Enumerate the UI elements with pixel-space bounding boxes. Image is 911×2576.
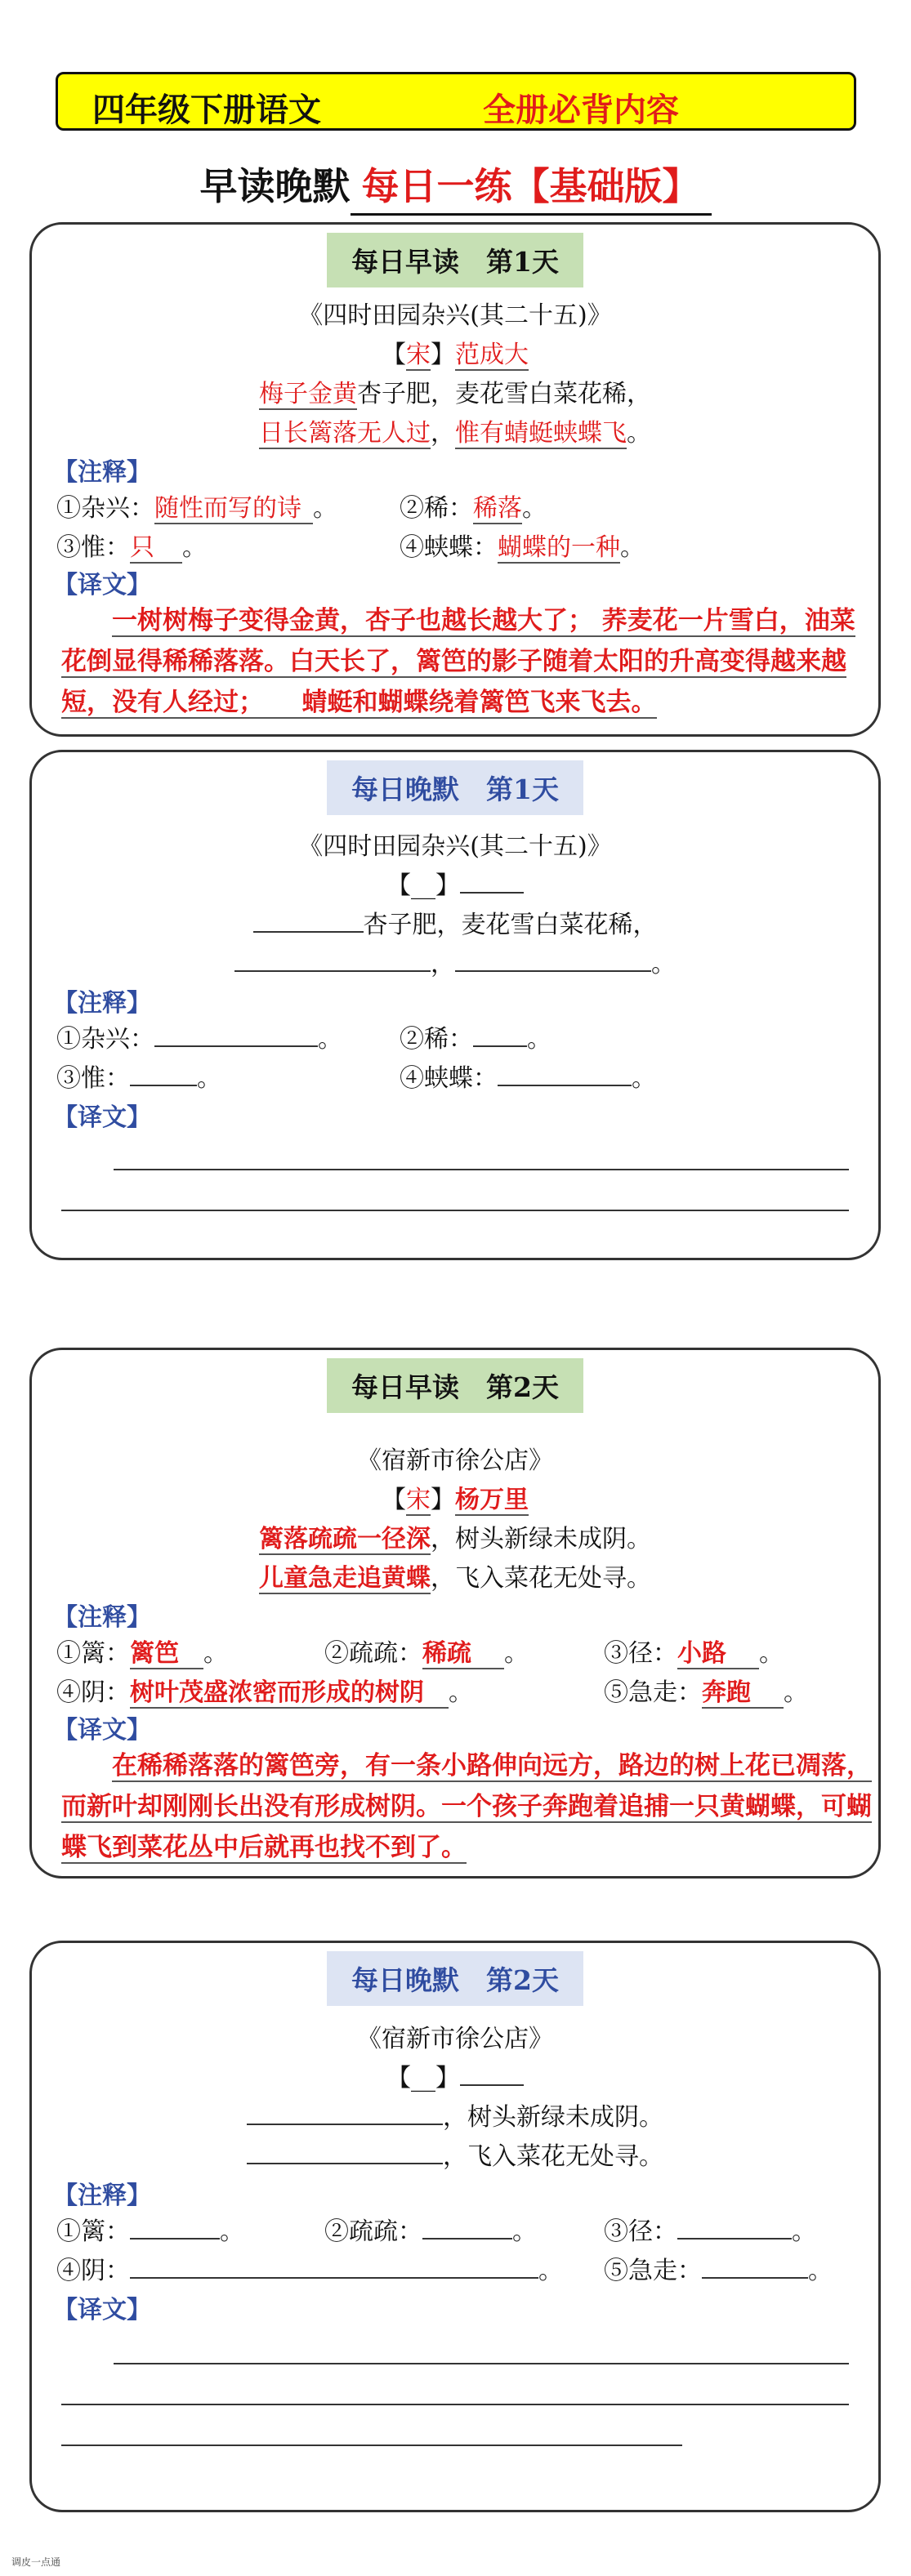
author: 杨万里 [455,1486,529,1514]
notes-heading: 【注释】 [53,1603,151,1632]
translation-text: 一树树梅子变得金黄，杏子也越长越大了； 荞麦花一片雪白，油菜花倒显得稀稀落落。白天长了，篱笆的影子随着太阳的升高变得越来越短，没有人经过； 蜻蜓和蝴蝶绕着篱笆飞来飞去。 [61,606,855,717]
notes-heading: 【注释】 [53,2182,151,2210]
note-item: ①杂兴：随性而写的诗 。 [56,494,337,523]
poem-line-1: 梅子金黄杏子肥，麦花雪白菜花稀， [259,380,651,408]
note-blank: ③惟： 。 [56,1058,221,1094]
poem-line-2: ， 。 [32,943,878,979]
card-title: 每日早读 第1天 [32,233,878,287]
poem-line-1: 杏子肥，麦花雪白菜花稀， [32,904,878,940]
header-title-right: 全册必背内容 [483,91,679,129]
answer-line [114,2363,849,2364]
note-blank: ⑤急走： 。 [604,2250,833,2286]
card-title: 每日晚默 第1天 [32,760,878,815]
translation-text: 在稀稀落落的篱笆旁，有一条小路伸向远方，路边的树上花已凋落，而新叶却刚刚长出没有形成树阴。一个孩子奔跑着追捕一只黄蝴蝶，可蝴蝶飞到菜花丛中后就再也找不到了。 [61,1751,872,1862]
note-item: ④蛱蝶：蝴蝶的一种。 [400,533,645,562]
poem-author: 【宋】杨万里 [382,1486,529,1514]
note-item: ③惟：只 。 [56,533,207,562]
card-title: 每日早读 第2天 [32,1358,878,1413]
poem-title: 《四时田园杂兴(其二十五)》 [298,301,612,330]
poem-title: 《宿新市徐公店》 [357,1446,553,1475]
card-title: 每日晚默 第2天 [32,1951,878,2006]
subtitle-left: 早读晚默 [199,164,351,208]
note-blank: ③径： 。 [604,2211,816,2247]
watermark: 调皮一点通 [11,2556,61,2568]
note-blank: ①篱： 。 [56,2211,244,2247]
note-item: ①篱：篱笆 。 [56,1639,228,1668]
translation-heading: 【译文】 [53,2296,151,2324]
answer-line [114,1169,849,1170]
dynasty: 宋 [406,341,431,369]
note-blank: ①杂兴： 。 [56,1018,342,1054]
note-blank: ②稀： 。 [400,1018,552,1054]
notes-heading: 【注释】 [53,458,151,487]
dynasty: 宋 [406,1486,431,1514]
note-blank: ②疏疏： 。 [324,2211,537,2247]
poem-title: 《四时田园杂兴(其二十五)》 [298,832,612,861]
note-blank: ④蛱蝶： 。 [400,1058,656,1094]
notes-heading: 【注释】 [53,989,151,1018]
header-title-left: 四年级下册语文 [92,91,321,129]
answer-line [61,2404,849,2405]
author: 范成大 [455,341,529,369]
poem-author-blank: 【__】 [32,865,878,901]
poem-line-2: ，飞入菜花无处寻。 [32,2136,878,2172]
poem-line-1: 篱落疏疏一径深，树头新绿未成阴。 [259,1525,651,1553]
day2-read-card [29,1348,881,1879]
answer-line [61,2445,682,2446]
answer-line [61,1210,849,1211]
day1-recite-card [29,750,881,1260]
subtitle-right: 每日一练【基础版】 [351,164,712,216]
poem-author-blank: 【__】 [32,2057,878,2093]
translation-heading: 【译文】 [53,1716,151,1745]
note-item: ⑤急走：奔跑 。 [604,1678,808,1707]
poem-line-2: 日长篱落无人过，惟有蜻蜓蛱蝶飞。 [259,419,651,448]
translation-heading: 【译文】 [53,1103,151,1132]
note-item: ③径：小路 。 [604,1639,784,1668]
header-banner [56,72,856,131]
poem-author: 【宋】范成大 [382,341,529,369]
poem-line-2: 儿童急走追黄蝶，飞入菜花无处寻。 [259,1564,651,1593]
note-item: ②疏疏：稀疏 。 [324,1639,529,1668]
day2-recite-card [29,1941,881,2512]
poem-line-1: ，树头新绿未成阴。 [32,2097,878,2133]
note-item: ②稀：稀落。 [400,494,547,523]
note-blank: ④阴： 。 [56,2250,563,2286]
page-subtitle [0,157,911,211]
note-item: ④阴：树叶茂盛浓密而形成的树阴 。 [56,1678,473,1707]
day1-read-card [29,222,881,737]
poem-title: 《宿新市徐公店》 [357,2025,553,2053]
translation-heading: 【译文】 [53,571,151,599]
